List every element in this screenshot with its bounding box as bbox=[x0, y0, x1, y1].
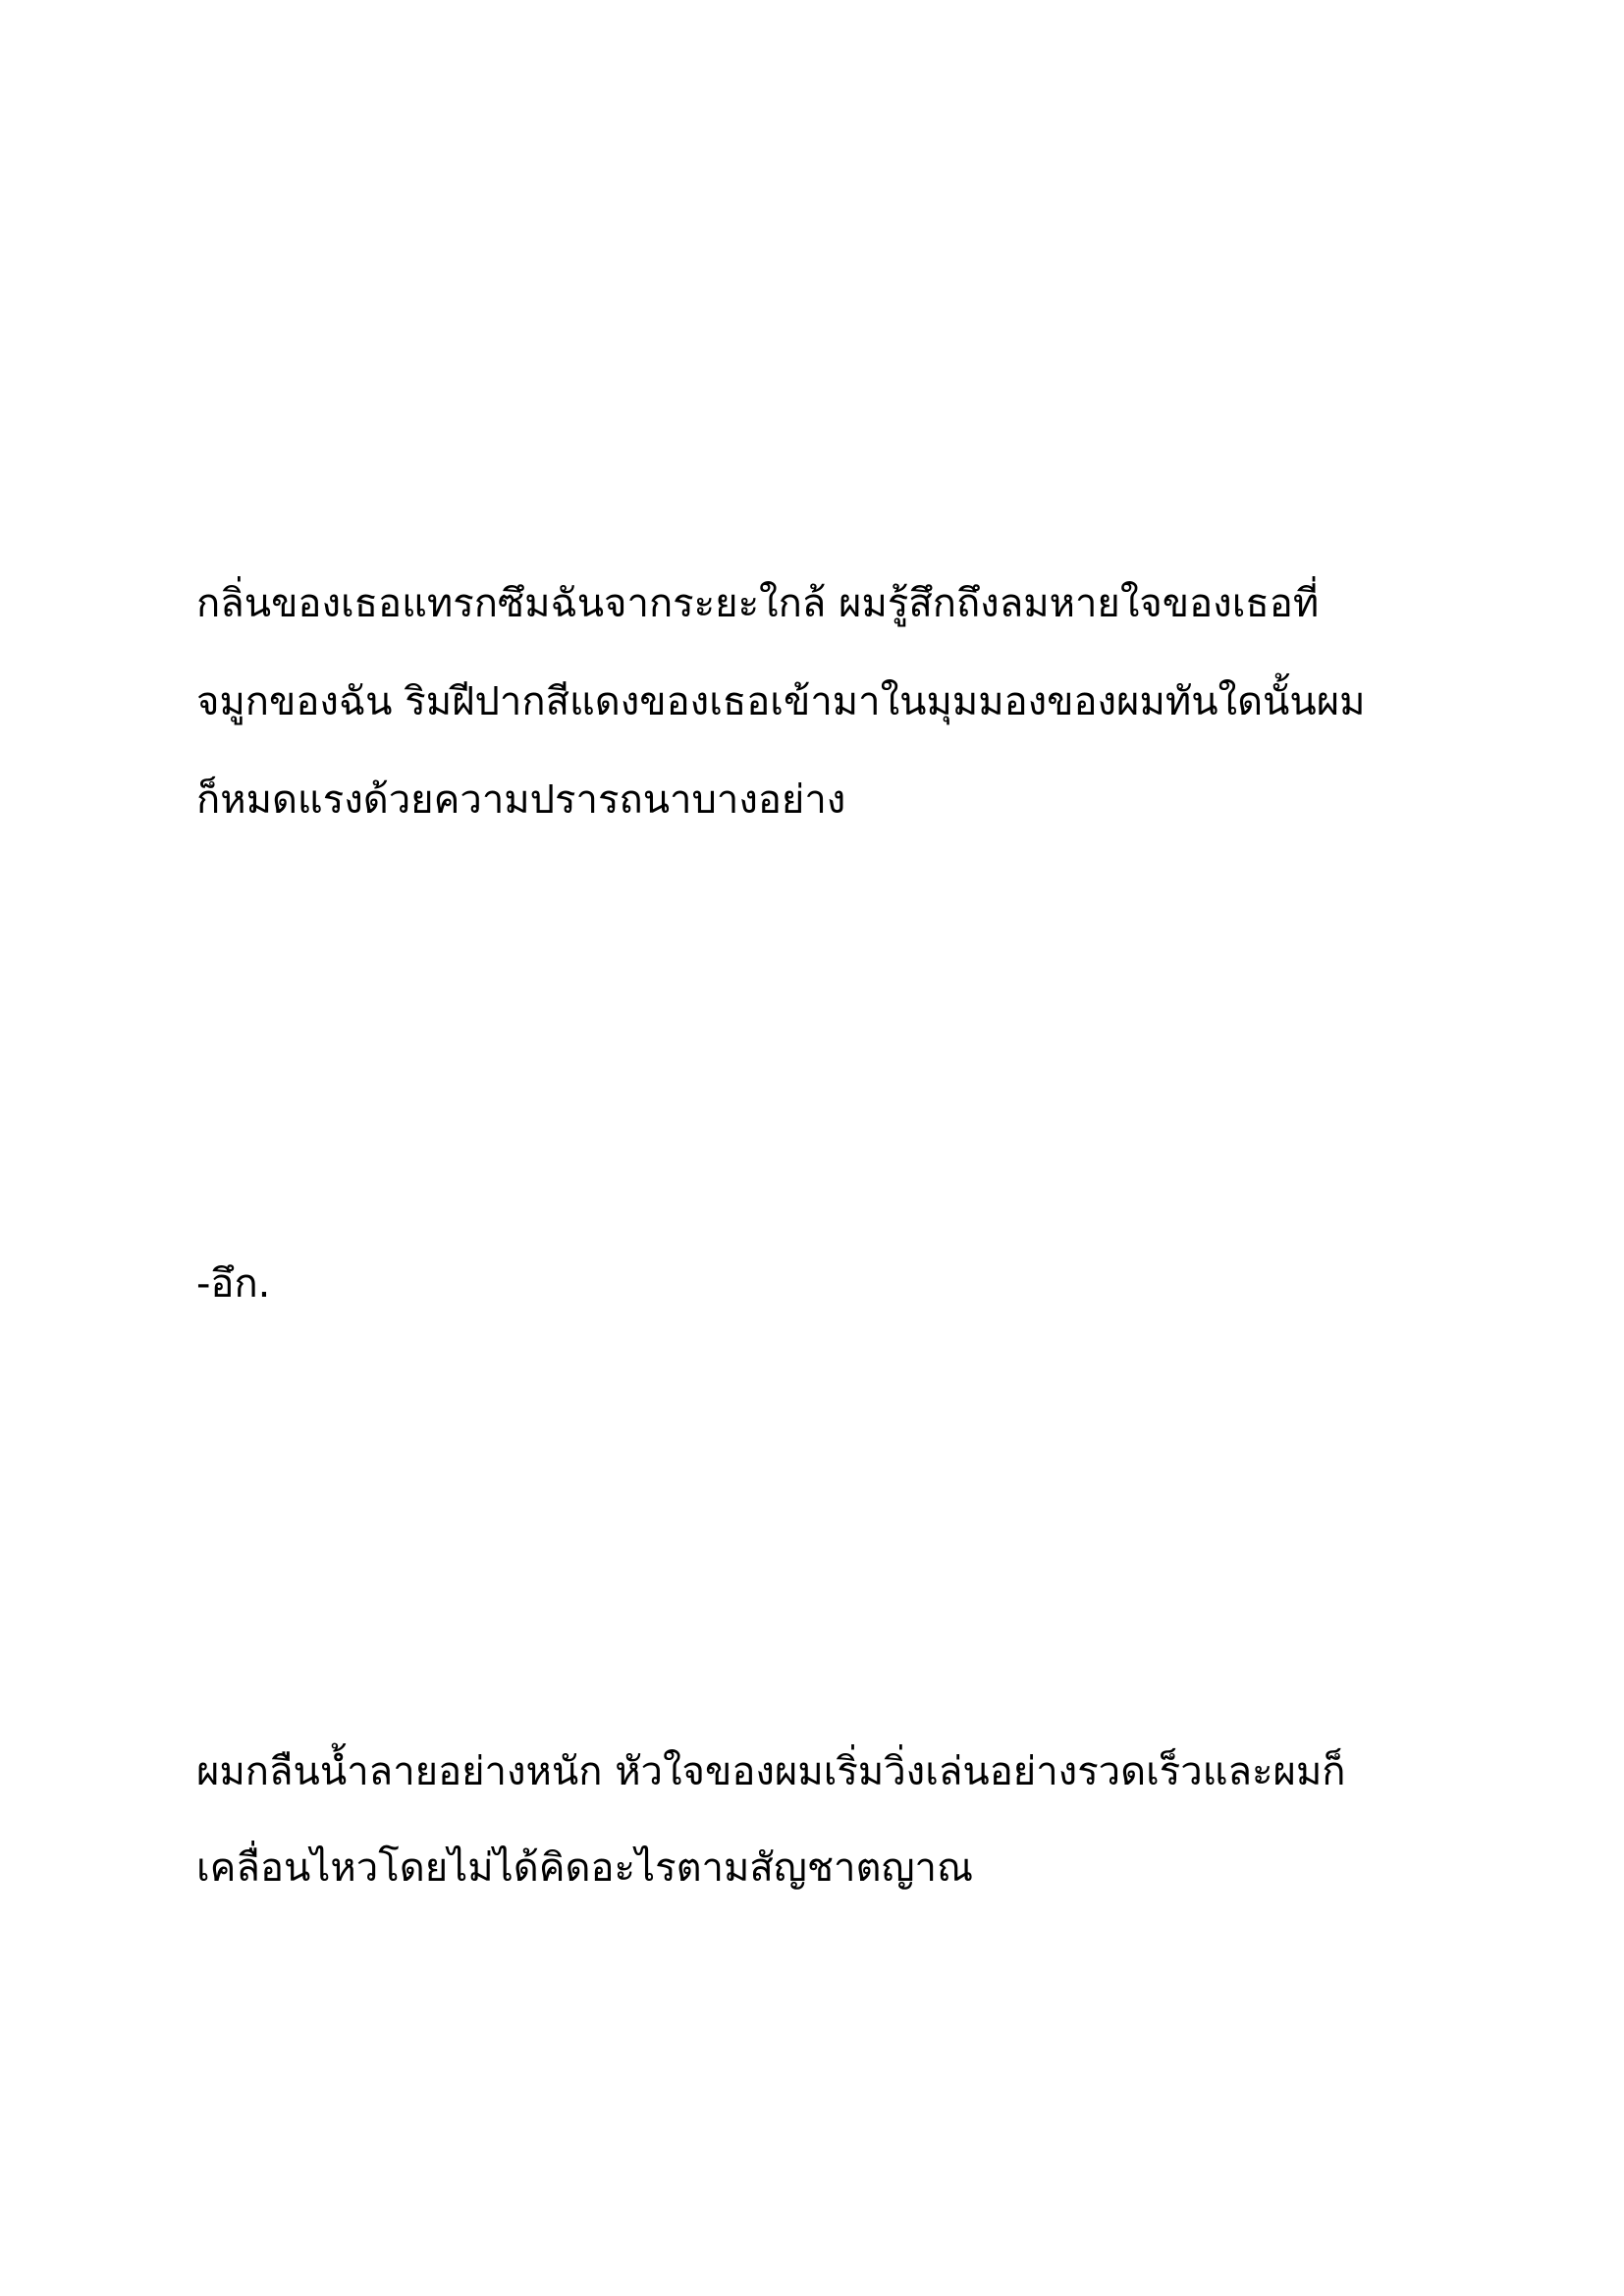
paragraph-2-line-1: -อึก. bbox=[196, 1261, 271, 1307]
paragraph-1-line-1: กลิ่นของเธอแทรกซึมฉันจากระยะใกล้ ผมรู้สึกถึงลมหายใจของเธอที่ bbox=[196, 581, 1320, 626]
paragraph-3-line-2: เคลื่อนไหวโดยไม่ได้คิดอะไรตามสัญชาตญาณ bbox=[196, 1845, 974, 1891]
paragraph-1-line-2: จมูกของฉัน ริมฝีปากสีแดงของเธอเข้ามาในมุมมองของผมทันใดนั้นผม bbox=[196, 679, 1366, 724]
paragraph-3-line-1: ผมกลืนน้ำลายอย่างหนัก หัวใจของผมเริ่มวิ่งเล่นอย่างรวดเร็วและผมก็ bbox=[196, 1749, 1346, 1794]
paragraph-1-line-3: ก็หมดแรงด้วยความปรารถนาบางอย่าง bbox=[196, 777, 846, 823]
